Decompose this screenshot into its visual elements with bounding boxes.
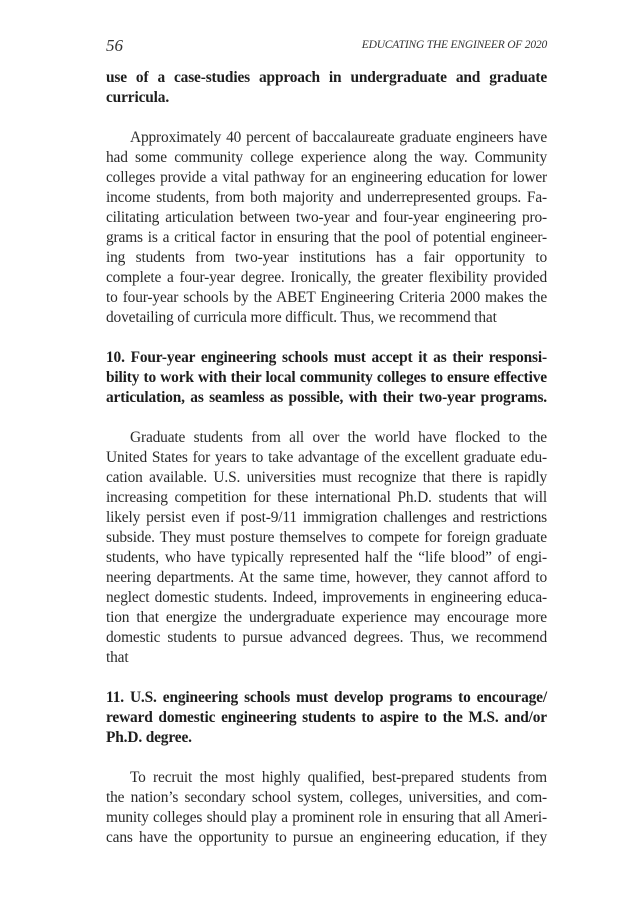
text-line: ing students from two-year institutions has a fair opportunity to bbox=[106, 249, 547, 266]
text-line: cans have the opportunity to pursue an engineering education, if they bbox=[106, 829, 547, 846]
text-line: had some community college experience along the way. Community bbox=[106, 149, 547, 166]
text-line: Approximately 40 percent of baccalaureate graduate engineers have bbox=[130, 129, 547, 146]
text-line: students, who have typically represented half the “life blood” of engi- bbox=[106, 549, 547, 566]
text-line: complete a four-year degree. Ironically, the greater flexibility provided bbox=[106, 269, 547, 286]
page-body bbox=[106, 68, 547, 848]
paragraph-community-colleges bbox=[106, 128, 547, 328]
text-line: subside. They must posture themselves to compete for foreign graduate bbox=[106, 529, 547, 546]
text-line: grams is a critical factor in ensuring that the pool of potential engineer- bbox=[106, 229, 547, 246]
text-line: domestic students to pursue advanced degrees. Thus, we recommend bbox=[106, 629, 547, 646]
text-line: United States for years to take advantage of the excellent graduate edu- bbox=[106, 449, 547, 466]
text-line: Ph.D. degree. bbox=[106, 729, 192, 746]
paragraph-graduate-students bbox=[106, 428, 547, 668]
text-line: 11. U.S. engineering schools must develop programs to encourage/ bbox=[106, 689, 547, 706]
text-line: bility to work with their local community colleges to ensure effective bbox=[106, 369, 547, 386]
running-head bbox=[106, 36, 547, 56]
text-line: Graduate students from all over the world have flocked to the bbox=[130, 429, 547, 446]
recommendation-11 bbox=[106, 688, 547, 748]
text-line: reward domestic engineering students to aspire to the M.S. and/or bbox=[106, 709, 547, 726]
text-line: cilitating articulation between two-year and four-year engineering pro- bbox=[106, 209, 547, 226]
book-title: EDUCATING THE ENGINEER OF 2020 bbox=[361, 39, 547, 51]
text-line: dovetailing of curricula more difficult. Thus, we recommend that bbox=[106, 309, 497, 326]
text-line: to four-year schools by the ABET Engineering Criteria 2000 makes the bbox=[106, 289, 547, 306]
paragraph-recruit-students bbox=[106, 768, 547, 848]
text-line: neering departments. At the same time, however, they cannot afford to bbox=[106, 569, 547, 586]
text-line: increasing competition for these international Ph.D. students that will bbox=[106, 489, 547, 506]
text-line: cation available. U.S. universities must recognize that there is rapidly bbox=[106, 469, 547, 486]
text-line: 10. Four-year engineering schools must accept it as their responsi- bbox=[106, 349, 547, 366]
text-line: likely persist even if post-9/11 immigration challenges and restrictions bbox=[106, 509, 547, 526]
text-line: use of a case-studies approach in undergraduate and graduate bbox=[106, 69, 547, 86]
text-line: that bbox=[106, 649, 129, 666]
text-line: articulation, as seamless as possible, with their two-year programs. bbox=[106, 389, 547, 406]
text-line: tion that energize the undergraduate experience may encourage more bbox=[106, 609, 547, 626]
page-number: 56 bbox=[106, 36, 123, 55]
text-line: colleges provide a vital pathway for an engineering education for lower bbox=[106, 169, 547, 186]
text-line: munity colleges should play a prominent role in ensuring that all Ameri- bbox=[106, 809, 547, 826]
text-line: curricula. bbox=[106, 89, 170, 106]
text-line: To recruit the most highly qualified, best-prepared students from bbox=[130, 769, 547, 786]
recommendation-continuation bbox=[106, 68, 547, 108]
text-line: income students, from both majority and underrepresented groups. Fa- bbox=[106, 189, 547, 206]
text-line: the nation’s secondary school system, colleges, universities, and com- bbox=[106, 789, 547, 806]
recommendation-10 bbox=[106, 348, 547, 408]
text-line: neglect domestic students. Indeed, improvements in engineering educa- bbox=[106, 589, 547, 606]
